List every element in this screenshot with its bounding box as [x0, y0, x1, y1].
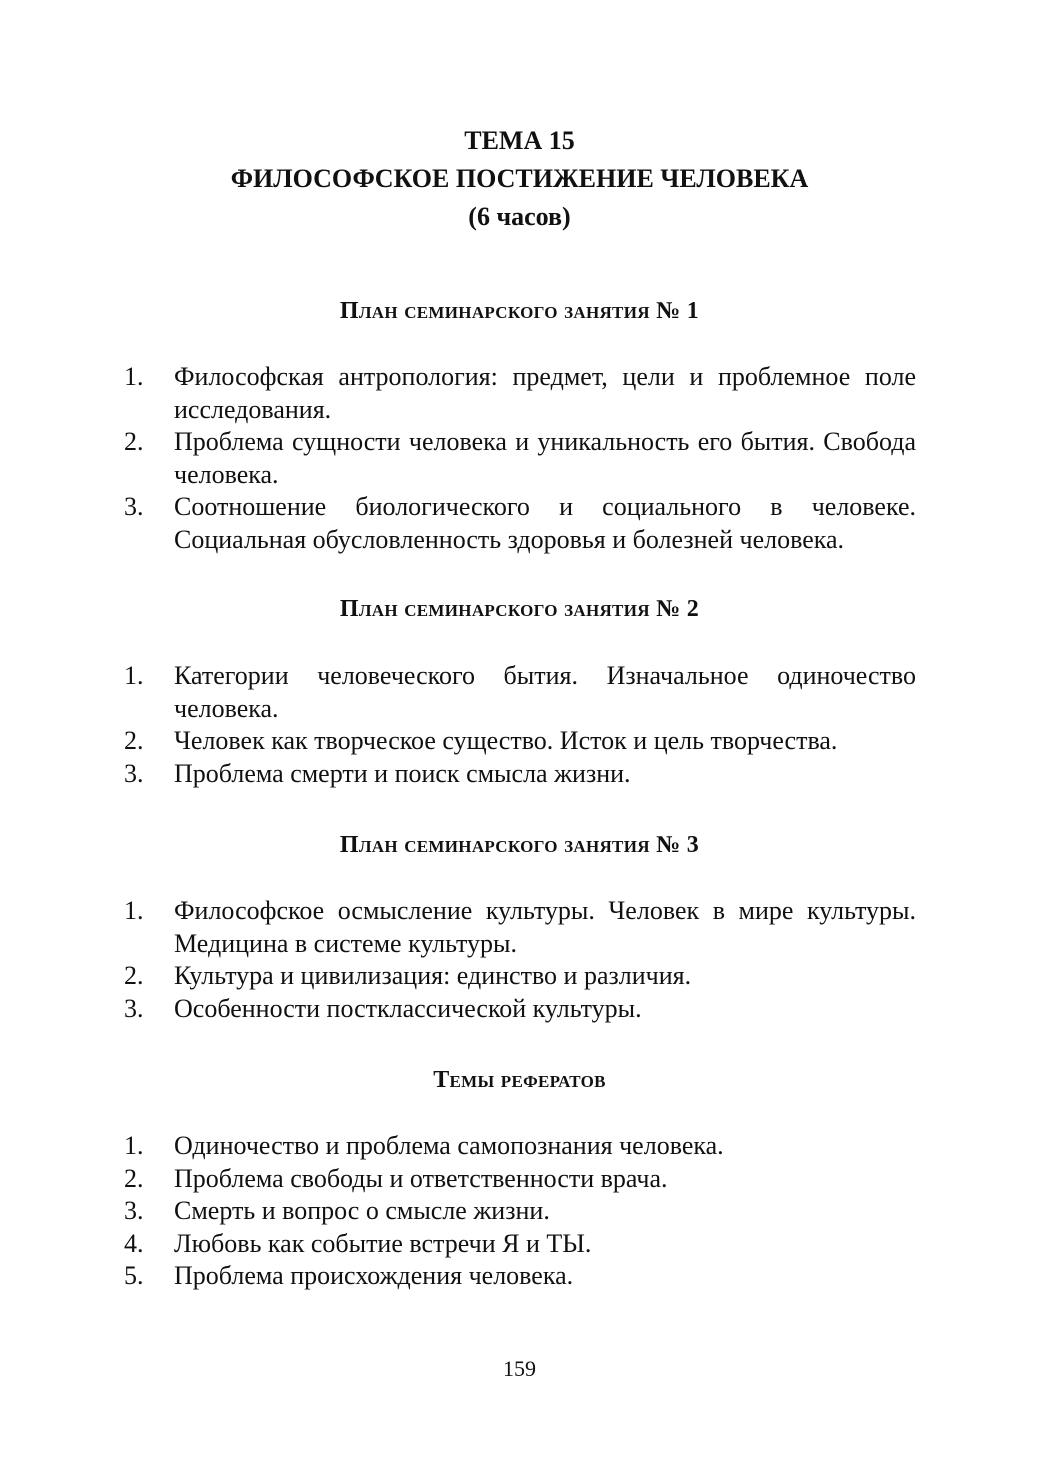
list-item: [124, 361, 916, 426]
list-item: [124, 1130, 916, 1163]
item-number: 3.: [124, 1196, 144, 1225]
list-item: [124, 895, 916, 960]
item-text: Культура и цивилизация: единство и различия.: [174, 961, 692, 990]
item-number: 1.: [124, 896, 144, 925]
item-text: Любовь как событие встречи Я и ТЫ.: [174, 1228, 592, 1258]
seminar-2-list: [124, 660, 916, 790]
title-block: [0, 122, 1039, 236]
item-text: Одиночество и проблема самопознания человека.: [174, 1131, 724, 1160]
item-text: Проблема свободы и ответственности врача.: [174, 1163, 668, 1193]
item-text: Соотношение биологического и социального в человеке. Социальная обусловленность здоровья и болезней человека.: [174, 492, 916, 554]
list-item: [124, 960, 916, 993]
item-text: Проблема происхождения человека.: [174, 1261, 574, 1290]
seminar-1-list: [124, 361, 916, 556]
section-heading-essay-topics: Темы рефератов: [433, 1067, 606, 1093]
list-item: [124, 1195, 916, 1228]
item-number: 2.: [124, 961, 144, 990]
item-text: Особенности постклассической культуры.: [174, 993, 642, 1023]
page-number: 159: [503, 1356, 536, 1381]
list-item: [124, 1260, 916, 1293]
item-number: 3.: [124, 758, 144, 788]
item-text: Категории человеческого бытия. Изначальное одиночество человека.: [174, 661, 916, 723]
list-item: [124, 725, 916, 758]
section-heading-seminar-1: План семинарского занятия № 1: [339, 298, 700, 324]
section-heading-seminar-3: План семинарского занятия № 3: [339, 832, 700, 858]
item-number: 2.: [124, 726, 144, 755]
item-text: Смерть и вопрос о смысле жизни.: [174, 1196, 550, 1225]
item-number: 3.: [124, 993, 144, 1023]
list-item: [124, 1163, 916, 1196]
list-item: [124, 758, 916, 791]
item-text: Философское осмысление культуры. Человек в мире культуры. Медицина в системе культуры.: [174, 896, 916, 958]
item-text: Проблема сущности человека и уникальность его бытия. Свобода человека.: [174, 427, 916, 489]
item-number: 1.: [124, 661, 144, 690]
item-number: 2.: [124, 1163, 144, 1193]
item-text: Человек как творческое существо. Исток и цель творчества.: [174, 726, 838, 755]
item-number: 1.: [124, 362, 144, 391]
section-heading-seminar-2: План семинарского занятия № 2: [339, 596, 700, 622]
item-number: 4.: [124, 1228, 144, 1258]
item-number: 1.: [124, 1131, 144, 1160]
item-text: Философская антропология: предмет, цели и проблемное поле исследования.: [174, 362, 916, 424]
list-item: [124, 993, 916, 1026]
item-number: 5.: [124, 1261, 144, 1290]
essay-topics-list: [124, 1130, 916, 1293]
list-item: [124, 491, 916, 556]
list-item: [124, 426, 916, 491]
list-item: [124, 660, 916, 725]
page-title: ФИЛОСОФСКОЕ ПОСТИЖЕНИЕ ЧЕЛОВЕКА: [230, 164, 809, 193]
item-number: 3.: [124, 492, 144, 521]
item-text: Проблема смерти и поиск смысла жизни.: [174, 758, 631, 788]
theme-number: ТЕМА 15: [464, 126, 575, 155]
item-number: 2.: [124, 427, 144, 456]
list-item: [124, 1228, 916, 1261]
seminar-3-list: [124, 895, 916, 1025]
hours-note: (6 часов): [468, 202, 571, 231]
